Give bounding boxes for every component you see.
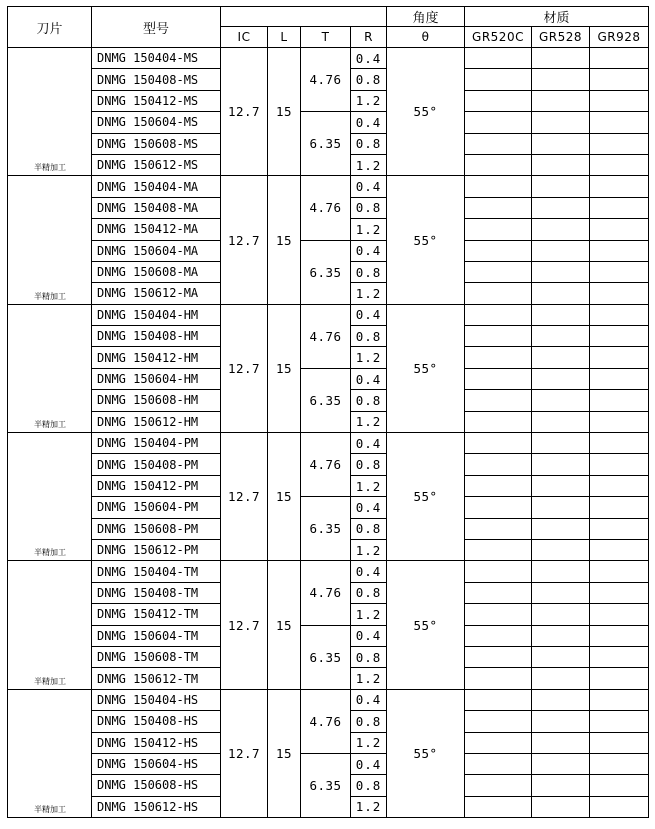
material-cell — [532, 518, 590, 539]
model-cell: DNMG 150412-HM — [92, 347, 221, 368]
angle-value: 55° — [387, 561, 465, 689]
material-cell — [465, 689, 532, 710]
l-value: 15 — [268, 48, 301, 176]
r-value: 0.8 — [351, 711, 387, 732]
t-value: 4.76 — [301, 48, 351, 112]
material-cell — [532, 368, 590, 389]
r-value: 0.8 — [351, 775, 387, 796]
table-row — [8, 304, 649, 325]
material-cell — [590, 433, 649, 454]
material-cell — [532, 261, 590, 282]
material-cell — [532, 411, 590, 432]
header-t: T — [301, 27, 351, 48]
model-cell: DNMG 150404-PM — [92, 433, 221, 454]
r-value: 0.8 — [351, 582, 387, 603]
material-cell — [590, 497, 649, 518]
model-cell: DNMG 150612-MS — [92, 154, 221, 175]
material-cell — [590, 732, 649, 753]
material-cell — [590, 390, 649, 411]
blade-type-label: 半精加工 — [8, 689, 92, 817]
model-cell: DNMG 150408-MA — [92, 197, 221, 218]
blade-type-label: 半精加工 — [8, 176, 92, 304]
r-value: 0.4 — [351, 497, 387, 518]
model-cell: DNMG 150604-MS — [92, 112, 221, 133]
material-cell — [590, 775, 649, 796]
material-cell — [590, 646, 649, 667]
material-cell — [590, 261, 649, 282]
material-cell — [532, 497, 590, 518]
angle-value: 55° — [387, 433, 465, 561]
material-cell — [532, 90, 590, 111]
ic-value: 12.7 — [221, 304, 268, 432]
header-material-3: GR928 — [590, 27, 649, 48]
r-value: 1.2 — [351, 668, 387, 689]
material-cell — [465, 796, 532, 817]
l-value: 15 — [268, 304, 301, 432]
r-value: 0.8 — [351, 518, 387, 539]
table-row — [8, 240, 649, 261]
table-row — [8, 625, 649, 646]
material-cell — [590, 283, 649, 304]
material-cell — [590, 539, 649, 560]
r-value: 0.8 — [351, 197, 387, 218]
material-cell — [532, 197, 590, 218]
model-cell: DNMG 150408-HS — [92, 711, 221, 732]
r-value: 1.2 — [351, 219, 387, 240]
material-cell — [590, 368, 649, 389]
material-cell — [465, 539, 532, 560]
t-value: 6.35 — [301, 625, 351, 689]
r-value: 0.8 — [351, 326, 387, 347]
r-value: 0.8 — [351, 454, 387, 475]
material-cell — [590, 454, 649, 475]
material-cell — [465, 133, 532, 154]
material-cell — [590, 561, 649, 582]
r-value: 0.8 — [351, 646, 387, 667]
r-value: 0.8 — [351, 133, 387, 154]
header-model: 型号 — [92, 7, 221, 48]
r-value: 0.4 — [351, 368, 387, 389]
table-row — [8, 48, 649, 69]
material-cell — [532, 604, 590, 625]
model-cell: DNMG 150408-TM — [92, 582, 221, 603]
material-cell — [532, 390, 590, 411]
model-cell: DNMG 150612-HS — [92, 796, 221, 817]
material-cell — [465, 304, 532, 325]
material-cell — [590, 48, 649, 69]
material-cell — [465, 176, 532, 197]
model-cell: DNMG 150608-PM — [92, 518, 221, 539]
model-cell: DNMG 150608-HS — [92, 775, 221, 796]
blade-type-label: 半精加工 — [8, 433, 92, 561]
header-angle: 角度 — [387, 7, 465, 27]
model-cell: DNMG 150608-TM — [92, 646, 221, 667]
material-cell — [532, 304, 590, 325]
material-cell — [465, 604, 532, 625]
model-cell: DNMG 150404-HM — [92, 304, 221, 325]
material-cell — [590, 711, 649, 732]
r-value: 0.4 — [351, 433, 387, 454]
material-cell — [465, 668, 532, 689]
header-blade: 刀片 — [8, 7, 92, 48]
material-cell — [532, 433, 590, 454]
material-cell — [465, 48, 532, 69]
material-cell — [532, 154, 590, 175]
angle-value: 55° — [387, 689, 465, 817]
material-cell — [532, 625, 590, 646]
model-cell: DNMG 150408-PM — [92, 454, 221, 475]
material-cell — [465, 390, 532, 411]
t-value: 4.76 — [301, 433, 351, 497]
material-cell — [590, 625, 649, 646]
material-cell — [532, 689, 590, 710]
r-value: 0.4 — [351, 753, 387, 774]
table-row — [8, 176, 649, 197]
material-cell — [465, 518, 532, 539]
material-cell — [532, 775, 590, 796]
angle-value: 55° — [387, 48, 465, 176]
header-ic: IC — [221, 27, 268, 48]
ic-value: 12.7 — [221, 48, 268, 176]
r-value: 0.4 — [351, 112, 387, 133]
model-cell: DNMG 150612-HM — [92, 411, 221, 432]
r-value: 0.4 — [351, 240, 387, 261]
ic-value: 12.7 — [221, 176, 268, 304]
model-cell: DNMG 150604-HM — [92, 368, 221, 389]
t-value: 4.76 — [301, 304, 351, 368]
material-cell — [532, 668, 590, 689]
header-material: 材质 — [465, 7, 649, 27]
material-cell — [590, 411, 649, 432]
model-cell: DNMG 150604-PM — [92, 497, 221, 518]
model-cell: DNMG 150408-MS — [92, 69, 221, 90]
material-cell — [532, 732, 590, 753]
r-value: 1.2 — [351, 347, 387, 368]
material-cell — [590, 518, 649, 539]
material-cell — [465, 732, 532, 753]
r-value: 1.2 — [351, 475, 387, 496]
table-row — [8, 112, 649, 133]
ic-value: 12.7 — [221, 561, 268, 689]
material-cell — [532, 561, 590, 582]
model-cell: DNMG 150612-MA — [92, 283, 221, 304]
header-dimension-blank — [221, 7, 387, 27]
model-cell: DNMG 150608-HM — [92, 390, 221, 411]
material-cell — [465, 326, 532, 347]
r-value: 0.4 — [351, 176, 387, 197]
material-cell — [465, 154, 532, 175]
material-cell — [465, 475, 532, 496]
r-value: 0.4 — [351, 48, 387, 69]
table-row — [8, 561, 649, 582]
material-cell — [465, 411, 532, 432]
material-cell — [532, 219, 590, 240]
material-cell — [465, 625, 532, 646]
blade-type-label: 半精加工 — [8, 48, 92, 176]
model-cell: DNMG 150404-MA — [92, 176, 221, 197]
material-cell — [465, 197, 532, 218]
table-body — [8, 48, 649, 818]
material-cell — [590, 796, 649, 817]
header-material-1: GR520C — [465, 27, 532, 48]
material-cell — [465, 433, 532, 454]
header-theta: θ — [387, 27, 465, 48]
material-cell — [532, 69, 590, 90]
material-cell — [465, 219, 532, 240]
material-cell — [590, 582, 649, 603]
model-cell: DNMG 150608-MS — [92, 133, 221, 154]
material-cell — [465, 753, 532, 774]
table-row — [8, 433, 649, 454]
material-cell — [532, 454, 590, 475]
model-cell: DNMG 150608-MA — [92, 261, 221, 282]
l-value: 15 — [268, 689, 301, 817]
material-cell — [590, 347, 649, 368]
material-cell — [590, 176, 649, 197]
r-value: 1.2 — [351, 732, 387, 753]
model-cell: DNMG 150412-HS — [92, 732, 221, 753]
model-cell: DNMG 150404-HS — [92, 689, 221, 710]
material-cell — [465, 497, 532, 518]
angle-value: 55° — [387, 176, 465, 304]
material-cell — [590, 240, 649, 261]
model-cell: DNMG 150404-TM — [92, 561, 221, 582]
material-cell — [465, 368, 532, 389]
r-value: 0.4 — [351, 625, 387, 646]
material-cell — [532, 133, 590, 154]
r-value: 0.8 — [351, 261, 387, 282]
material-cell — [590, 154, 649, 175]
material-cell — [465, 454, 532, 475]
material-cell — [590, 753, 649, 774]
r-value: 1.2 — [351, 283, 387, 304]
model-cell: DNMG 150412-TM — [92, 604, 221, 625]
material-cell — [532, 582, 590, 603]
insert-spec-table — [7, 6, 649, 818]
model-cell: DNMG 150604-HS — [92, 753, 221, 774]
table-row — [8, 497, 649, 518]
t-value: 6.35 — [301, 497, 351, 561]
r-value: 1.2 — [351, 796, 387, 817]
r-value: 0.4 — [351, 304, 387, 325]
material-cell — [465, 283, 532, 304]
material-cell — [590, 304, 649, 325]
model-cell: DNMG 150412-PM — [92, 475, 221, 496]
material-cell — [590, 475, 649, 496]
material-cell — [532, 711, 590, 732]
material-cell — [590, 668, 649, 689]
material-cell — [532, 240, 590, 261]
t-value: 6.35 — [301, 112, 351, 176]
material-cell — [590, 133, 649, 154]
material-cell — [465, 775, 532, 796]
r-value: 1.2 — [351, 154, 387, 175]
blade-type-label: 半精加工 — [8, 304, 92, 432]
model-cell: DNMG 150604-TM — [92, 625, 221, 646]
material-cell — [590, 112, 649, 133]
material-cell — [532, 796, 590, 817]
table-row — [8, 689, 649, 710]
material-cell — [532, 326, 590, 347]
model-cell: DNMG 150604-MA — [92, 240, 221, 261]
material-cell — [590, 604, 649, 625]
header-l: L — [268, 27, 301, 48]
t-value: 4.76 — [301, 689, 351, 753]
r-value: 1.2 — [351, 90, 387, 111]
table-row — [8, 368, 649, 389]
material-cell — [465, 347, 532, 368]
ic-value: 12.7 — [221, 689, 268, 817]
material-cell — [465, 582, 532, 603]
r-value: 1.2 — [351, 411, 387, 432]
material-cell — [590, 219, 649, 240]
material-cell — [532, 176, 590, 197]
material-cell — [590, 689, 649, 710]
t-value: 6.35 — [301, 368, 351, 432]
angle-value: 55° — [387, 304, 465, 432]
t-value: 4.76 — [301, 176, 351, 240]
material-cell — [532, 347, 590, 368]
material-cell — [465, 112, 532, 133]
model-cell: DNMG 150408-HM — [92, 326, 221, 347]
material-cell — [590, 69, 649, 90]
model-cell: DNMG 150412-MS — [92, 90, 221, 111]
material-cell — [532, 48, 590, 69]
r-value: 0.8 — [351, 69, 387, 90]
material-cell — [532, 112, 590, 133]
material-cell — [532, 539, 590, 560]
material-cell — [590, 197, 649, 218]
material-cell — [465, 646, 532, 667]
material-cell — [465, 90, 532, 111]
l-value: 15 — [268, 561, 301, 689]
material-cell — [465, 261, 532, 282]
material-cell — [532, 753, 590, 774]
material-cell — [590, 326, 649, 347]
material-cell — [465, 69, 532, 90]
material-cell — [532, 475, 590, 496]
r-value: 1.2 — [351, 604, 387, 625]
model-cell: DNMG 150412-MA — [92, 219, 221, 240]
header-r: R — [351, 27, 387, 48]
material-cell — [465, 711, 532, 732]
model-cell: DNMG 150612-PM — [92, 539, 221, 560]
blade-type-label: 半精加工 — [8, 561, 92, 689]
t-value: 4.76 — [301, 561, 351, 625]
material-cell — [465, 240, 532, 261]
r-value: 0.4 — [351, 689, 387, 710]
material-cell — [590, 90, 649, 111]
r-value: 1.2 — [351, 539, 387, 560]
r-value: 0.4 — [351, 561, 387, 582]
table-row — [8, 753, 649, 774]
r-value: 0.8 — [351, 390, 387, 411]
material-cell — [532, 646, 590, 667]
t-value: 6.35 — [301, 753, 351, 817]
ic-value: 12.7 — [221, 433, 268, 561]
material-cell — [532, 283, 590, 304]
t-value: 6.35 — [301, 240, 351, 304]
model-cell: DNMG 150404-MS — [92, 48, 221, 69]
model-cell: DNMG 150612-TM — [92, 668, 221, 689]
l-value: 15 — [268, 433, 301, 561]
material-cell — [465, 561, 532, 582]
header-material-2: GR528 — [532, 27, 590, 48]
l-value: 15 — [268, 176, 301, 304]
